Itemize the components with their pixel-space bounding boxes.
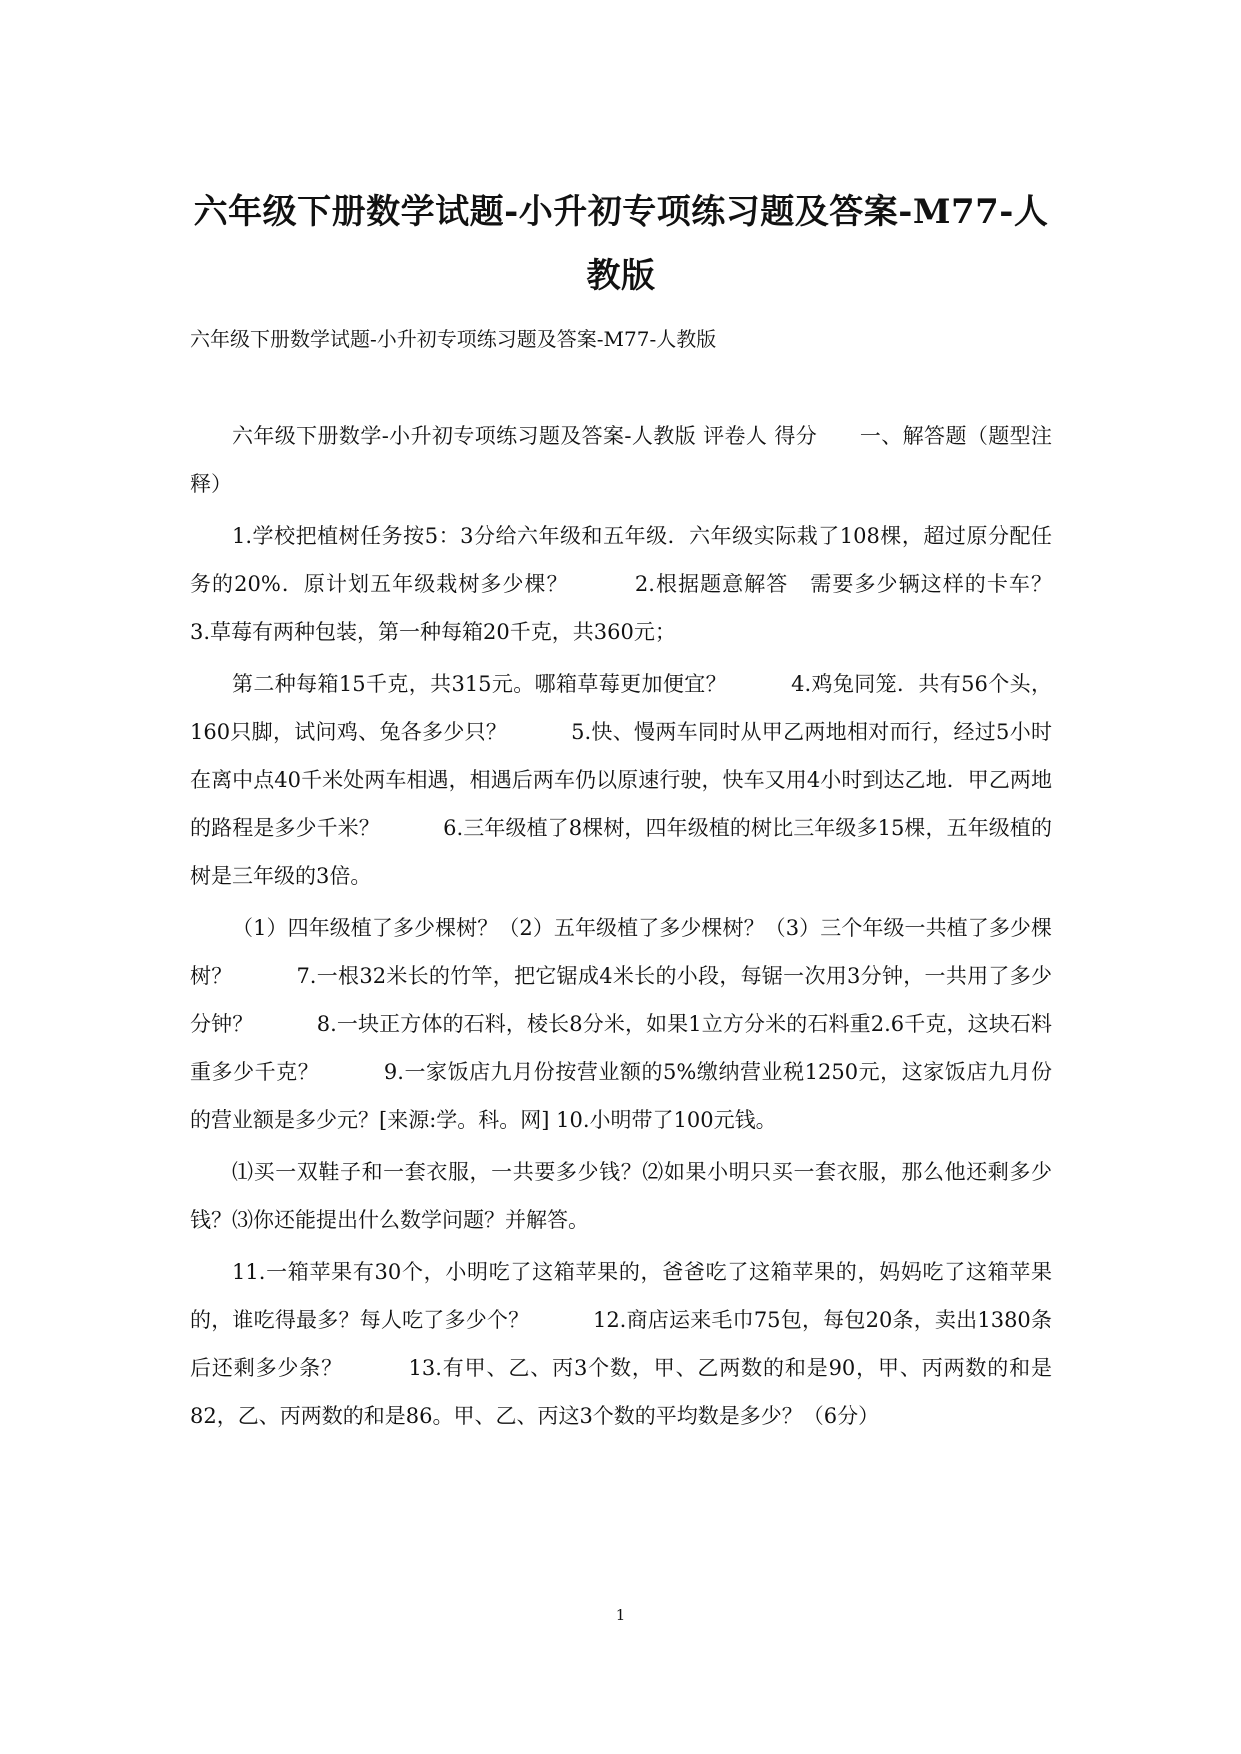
document-subtitle: 六年级下册数学试题-小升初专项练习题及答案-M77-人教版 <box>190 327 717 351</box>
paragraph-question-10-parts: ⑴买一双鞋子和一套衣服，一共要多少钱？⑵如果小明只买一套衣服，那么他还剩多少钱？⑶你还能提出什么数学问题？并解答。 <box>190 1160 1052 1232</box>
paragraph-header: 六年级下册数学-小升初专项练习题及答案-人教版 评卷人 得分 一、解答题（题型注释） <box>190 424 1052 496</box>
paragraph-questions-11-13: 11.一箱苹果有30个，小明吃了这箱苹果的，爸爸吃了这箱苹果的，妈妈吃了这箱苹果的，谁吃得最多？每人吃了多少个？ 12.商店运来毛巾75包，每包20条，卖出1380条后还剩多少条？ 13.有甲、乙、丙3个数，甲、乙两数的和是90，甲、丙两数的和是82，乙、丙两数的和是86。甲、乙、丙这3个数的平均数是多少？（6分） <box>190 1260 1052 1428</box>
document-body <box>190 412 1115 1440</box>
paragraph-questions-1-3: 1.学校把植树任务按5：3分给六年级和五年级．六年级实际栽了108棵，超过原分配任务的20%．原计划五年级栽树多少棵？ 2.根据题意解答 需要多少辆这样的卡车？ 3.草莓有两种包装，第一种每箱20千克，共360元； <box>190 524 1115 644</box>
document-title: 六年级下册数学试题-小升初专项练习题及答案-M77-人教版 <box>193 192 1049 296</box>
paragraph-questions-3-6: 第二种每箱15千克，共315元。哪箱草莓更加便宜？ 4.鸡兔同笼．共有56个头，160只脚，试问鸡、兔各多少只？ 5.快、慢两车同时从甲乙两地相对而行，经过5小时在离中点40千米处两车相遇，相遇后两车仍以原速行驶，快车又用4小时到达乙地．甲乙两地的路程是多少千米？ 6.三年级植了8棵树，四年级植的树比三年级多15棵，五年级植的树是三年级的3倍。 <box>190 672 1052 888</box>
paragraph-questions-6-10: （1）四年级植了多少棵树？（2）五年级植了多少棵树？（3）三个年级一共植了多少棵树？ 7.一根32米长的竹竿，把它锯成4米长的小段，每锯一次用3分钟，一共用了多少分钟？ 8.一块正方体的石料，棱长8分米，如果1立方分米的石料重2.6千克，这块石料重多少千克？ 9.一家饭店九月份按营业额的5%缴纳营业税1250元，这家饭店九月份的营业额是多少元？[来源:学。科。网] 10.小明带了100元钱。 <box>190 916 1052 1132</box>
page-number: 1 <box>615 1606 626 1624</box>
